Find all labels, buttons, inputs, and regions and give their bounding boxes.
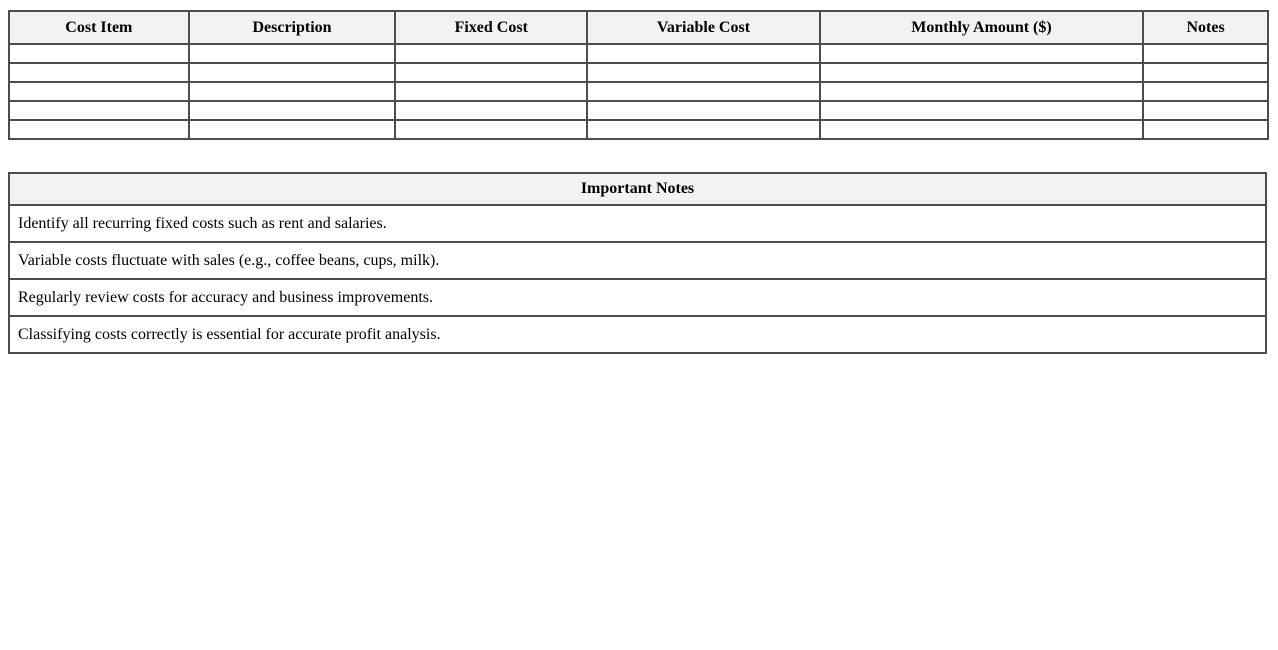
empty-cell (189, 44, 396, 63)
header-description: Description (189, 11, 396, 44)
note-row (9, 316, 1266, 353)
header-monthly-amount: Monthly Amount ($) (820, 11, 1143, 44)
cost-table-empty-row (9, 82, 1268, 101)
notes-table-header-row (9, 173, 1266, 205)
empty-cell (820, 120, 1143, 139)
header-cost-item: Cost Item (9, 11, 189, 44)
empty-cell (189, 82, 396, 101)
note-text: Variable costs fluctuate with sales (e.g., coffee beans, cups, milk). (9, 242, 1266, 279)
empty-cell (9, 120, 189, 139)
empty-cell (1143, 63, 1268, 82)
empty-cell (820, 101, 1143, 120)
empty-cell (1143, 101, 1268, 120)
empty-cell (587, 44, 820, 63)
empty-cell (9, 63, 189, 82)
empty-cell (587, 82, 820, 101)
empty-cell (395, 44, 587, 63)
cost-table-empty-row (9, 120, 1268, 139)
header-notes: Notes (1143, 11, 1268, 44)
header-variable-cost: Variable Cost (587, 11, 820, 44)
note-row (9, 205, 1266, 242)
empty-cell (395, 82, 587, 101)
empty-cell (1143, 120, 1268, 139)
cost-worksheet-table (8, 10, 1269, 140)
empty-cell (395, 120, 587, 139)
empty-cell (1143, 82, 1268, 101)
cost-table-empty-row (9, 63, 1268, 82)
note-row (9, 242, 1266, 279)
empty-cell (189, 120, 396, 139)
empty-cell (587, 120, 820, 139)
empty-cell (820, 44, 1143, 63)
empty-cell (189, 63, 396, 82)
empty-cell (395, 101, 587, 120)
empty-cell (9, 82, 189, 101)
note-text: Identify all recurring fixed costs such as rent and salaries. (9, 205, 1266, 242)
cost-table-empty-row (9, 44, 1268, 63)
note-row (9, 279, 1266, 316)
empty-cell (587, 63, 820, 82)
empty-cell (9, 101, 189, 120)
empty-cell (9, 44, 189, 63)
header-fixed-cost: Fixed Cost (395, 11, 587, 44)
note-text: Classifying costs correctly is essential for accurate profit analysis. (9, 316, 1266, 353)
cost-table-header-row (9, 11, 1268, 44)
note-text: Regularly review costs for accuracy and business improvements. (9, 279, 1266, 316)
empty-cell (1143, 44, 1268, 63)
empty-cell (395, 63, 587, 82)
cost-table-empty-row (9, 101, 1268, 120)
empty-cell (587, 101, 820, 120)
important-notes-table (8, 172, 1267, 354)
empty-cell (820, 63, 1143, 82)
empty-cell (189, 101, 396, 120)
empty-cell (820, 82, 1143, 101)
notes-table-title: Important Notes (9, 173, 1266, 205)
